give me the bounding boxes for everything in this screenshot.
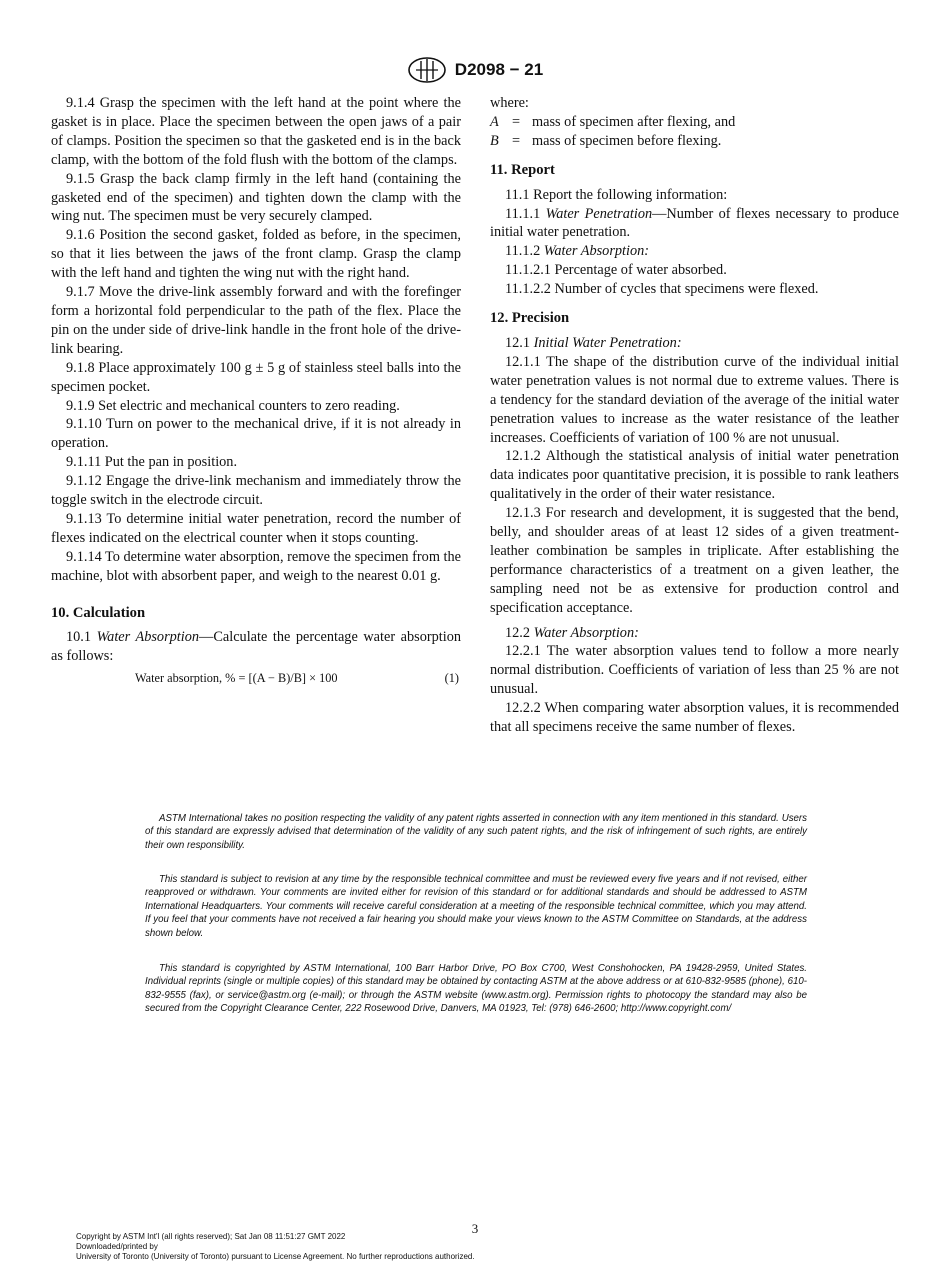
left-column (51, 94, 461, 688)
paragraph-12-1-3: 12.1.3 For research and development, it is suggested that the bend, belly, and shoulder areas of at least 12 sides of a given treatment-leather combination be samples in triplicate. After establishing the performance characteristics of a treatment on a given leather, the sampling need not be as extensive for production control and specification acceptance. (490, 505, 899, 616)
footer-line-2: Downloaded/printed by (76, 1242, 158, 1251)
footer-line-3: University of Toronto (University of Toronto) pursuant to License Agreement. No further reproductions authorized. (76, 1252, 475, 1261)
paragraph-11-1-2: 11.1.2 Water Absorption: (505, 243, 650, 260)
paragraph-10-1: 10.1 Water Absorption—Calculate the percentage water absorption as follows: (51, 629, 461, 665)
paragraph-9-1-11: 9.1.11 Put the pan in position. (66, 454, 238, 471)
patent-notice: ASTM International takes no position respecting the validity of any patent rights asserted in connection with any item mentioned in this standard. Users of this standard are expressly advised that determination of the validity of any such patent rights, and the risk of infringement of such rights, are entirely their own responsibility. (145, 813, 807, 851)
download-footer (76, 1232, 475, 1262)
equation-text: Water absorption, % = [(A − B)/B] × 100 (135, 671, 338, 686)
paragraph-9-1-14: 9.1.14 To determine water absorption, remove the specimen from the machine, blot with absorbent paper, and weigh to the nearest 0.01 g. (51, 548, 461, 584)
paragraph-9-1-7: 9.1.7 Move the drive-link assembly forward and with the forefinger form a horizontal fold perpendicular to the path of the flex. Place the pin on the under side of drive-link handle in the front hole of the drive-link bearing. (51, 284, 461, 357)
paragraph-9-1-4: 9.1.4 Grasp the specimen with the left hand at the point where the gasket is in place. Place the specimen between the open jaws of a pair of clamps. Position the specimen so that the gasketed end is in the back clamp, with the bottom of the fold flush with the bottom of the clamps. (51, 95, 461, 168)
paragraph-11-1-2-2: 11.1.2.2 Number of cycles that specimens were flexed. (505, 281, 819, 298)
paragraph-9-1-6: 9.1.6 Position the second gasket, folded as before, in the specimen, so that it lies between the jaws of the front clamp. Grasp the clamp with the left hand and tighten the wing nut with the right hand. (51, 227, 461, 282)
revision-notice: This standard is subject to revision at any time by the responsible technical committee and must be reviewed every five years and if not revised, either reapproved or withdrawn. Your comments are invited either for revision of this standard or for additional standards and should be addressed to ASTM International Headquarters. Your comments will receive careful consideration at a meeting of the responsible technical committee, which you may attend. If you feel that your comments have not received a fair hearing you should make your views known to the ASTM Committee on Standards, at the address shown below. (145, 874, 807, 939)
where-label: where: (490, 95, 529, 111)
paragraph-12-2: 12.2 Water Absorption: (505, 624, 639, 641)
paragraph-12-2-2: 12.2.2 When comparing water absorption values, it is recommended that all specimens receive the same number of flexes. (490, 700, 899, 736)
paragraph-9-1-8: 9.1.8 Place approximately 100 g ± 5 g of stainless steel balls into the specimen pocket. (51, 359, 461, 395)
paragraph-12-1-2: 12.1.2 Although the statistical analysis of initial water penetration data indicates poor quantitative precision, it is possible to rank leathers qualitatively in the order of their water resistance. (490, 448, 899, 503)
equation-number: (1) (444, 671, 459, 686)
section-heading-precision: 12. Precision (490, 310, 570, 327)
paragraph-11-1: 11.1 Report the following information: (505, 186, 728, 203)
paragraph-9-1-9: 9.1.9 Set electric and mechanical counters to zero reading. (66, 397, 400, 414)
paragraph-11-1-2-1: 11.1.2.1 Percentage of water absorbed. (505, 262, 727, 279)
paragraph-9-1-5: 9.1.5 Grasp the back clamp firmly in the left hand (containing the gasketed end of the specimen) and tighten down the clamp with the wing nut. The specimen must be very securely clamped. (51, 170, 461, 225)
right-column (490, 94, 899, 737)
standard-code: D2098 − 21 (454, 60, 544, 79)
equation-1 (51, 669, 461, 688)
definition-b: B = mass of specimen before flexing. (490, 132, 722, 149)
section-heading-report: 11. Report (490, 161, 555, 178)
paragraph-9-1-12: 9.1.12 Engage the drive-link mechanism and immediately throw the toggle switch in the electrode circuit. (51, 473, 461, 509)
paragraph-12-1-1: 12.1.1 The shape of the distribution curve of the individual initial water penetration values is not normal due to extreme values. There is a tendency for the standard deviation of the average of the initial water penetration values to increase as the water resistance of the leather increases. Coefficients of variation of 100 % are not unusual. (490, 353, 899, 446)
paragraph-11-1-1: 11.1.1 Water Penetration—Number of flexes necessary to produce initial water penetration. (490, 205, 899, 241)
page-number: 3 (471, 1221, 479, 1236)
paragraph-12-2-1: 12.2.1 The water absorption values tend to follow a more nearly normal distribution. Coefficients of variation of less than 25 % are not unusual. (490, 643, 899, 698)
footer-line-1: Copyright by ASTM Int'l (all rights reserved); Sat Jan 08 11:51:27 GMT 2022 (76, 1232, 346, 1241)
section-heading-calculation: 10. Calculation (51, 604, 146, 621)
astm-logo-icon (407, 56, 447, 84)
paragraph-9-1-10: 9.1.10 Turn on power to the mechanical drive, if it is not already in operation. (51, 416, 461, 452)
paragraph-9-1-13: 9.1.13 To determine initial water penetration, record the number of flexes indicated on the electrical counter when it stops counting. (51, 510, 461, 546)
page-header (0, 56, 950, 84)
definition-a: A = mass of specimen after flexing, and (490, 113, 736, 130)
copyright-notice: This standard is copyrighted by ASTM International, 100 Barr Harbor Drive, PO Box C700, West Conshohocken, PA 19428-2959, United States. Individual reprints (single or multiple copies) of this standard may be obtained by contacting ASTM at the above address or at 610-832-9585 (phone), 610-832-9555 (fax), or service@astm.org (e-mail); or through the ASTM website (www.astm.org). Permission rights to photocopy the standard may also be secured from the Copyright Clearance Center, 222 Rosewood Drive, Danvers, MA 01923, Tel: (978) 646-2600; http://www.copyright.com/ (145, 963, 807, 1015)
paragraph-12-1: 12.1 Initial Water Penetration: (505, 334, 682, 351)
